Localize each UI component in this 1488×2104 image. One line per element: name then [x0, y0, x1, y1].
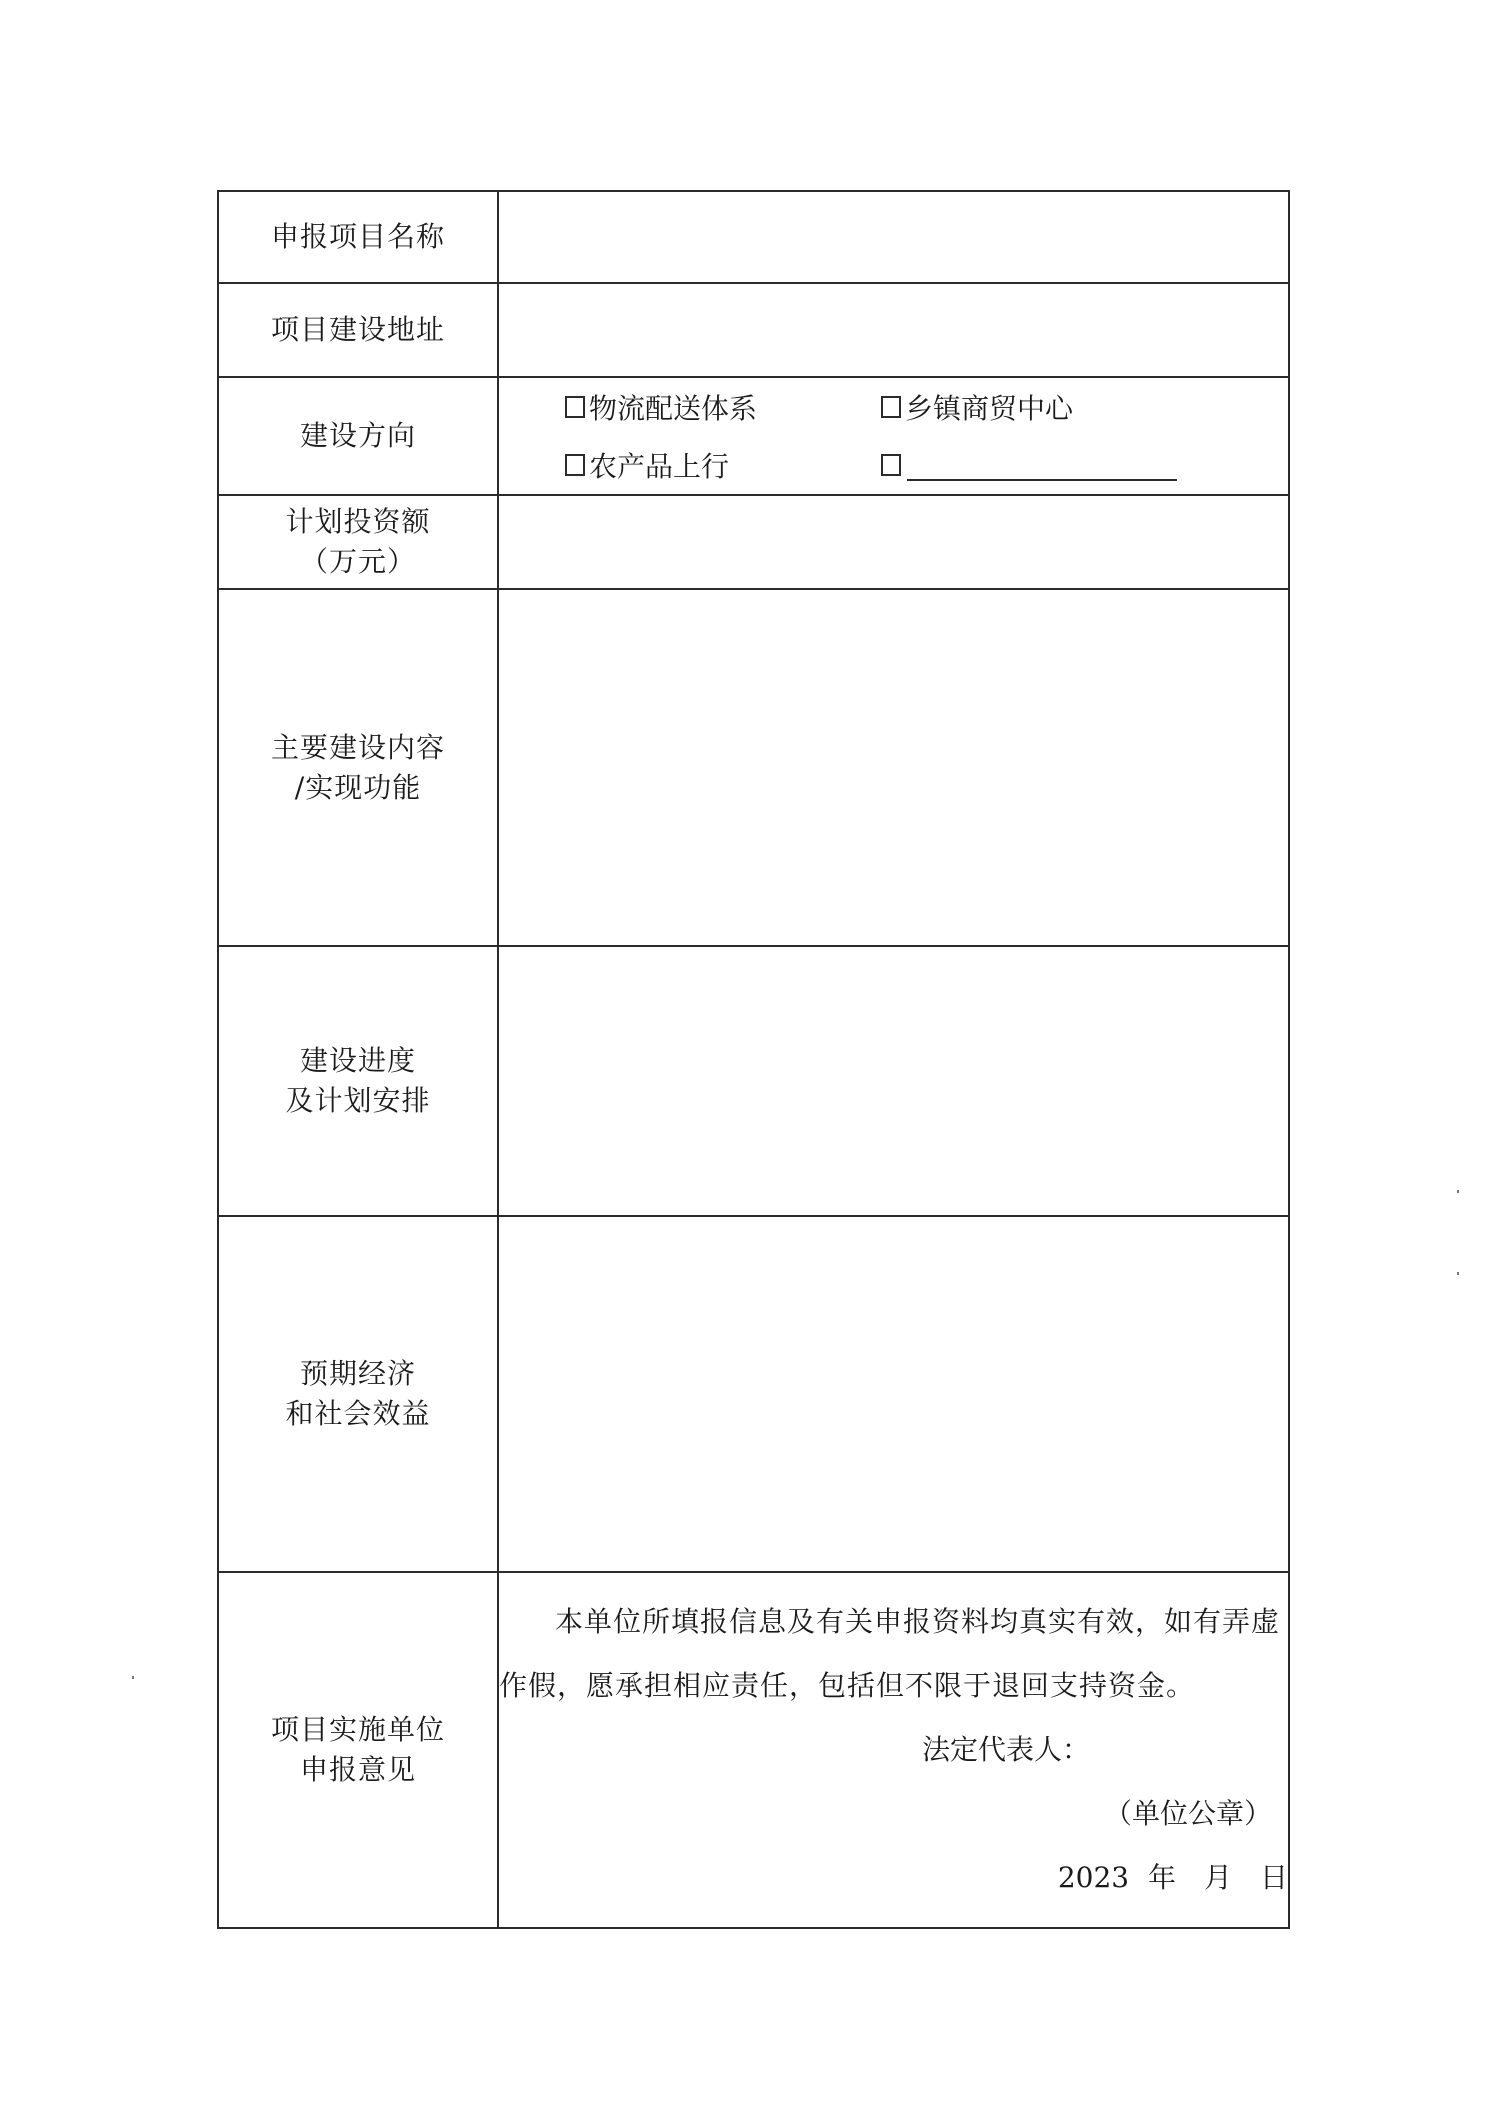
other-fill-in-line[interactable]	[907, 449, 1177, 481]
direction-options	[498, 377, 1289, 495]
benefits-label	[218, 1216, 498, 1572]
row-project-address	[218, 283, 1289, 377]
option-agri-products[interactable]	[565, 445, 881, 485]
benefits-field[interactable]	[498, 1216, 1289, 1572]
project-address-label: 项目建设地址	[218, 283, 498, 377]
legal-representative-label: 法定代表人：	[922, 1733, 1091, 1766]
option-logistics-label: 物流配送体系	[589, 392, 758, 425]
unit-seal-label: （单位公章）	[1103, 1797, 1272, 1830]
benefits-label-line1: 预期经济	[299, 1357, 416, 1390]
row-direction	[218, 377, 1289, 495]
scan-speck	[1457, 1190, 1459, 1193]
row-content	[218, 589, 1289, 946]
content-field[interactable]	[498, 589, 1289, 946]
project-name-field[interactable]	[498, 191, 1289, 283]
direction-label: 建设方向	[218, 377, 498, 495]
option-township-center[interactable]	[881, 387, 1201, 427]
opinion-label	[218, 1572, 498, 1928]
project-address-field[interactable]	[498, 283, 1289, 377]
signature-date: 2023 年 月 日	[1057, 1861, 1288, 1894]
declaration-text: 本单位所填报信息及有关申报资料均真实有效，如有弄虚作假，愿承担相应责任，包括但不限于退回支持资金。	[499, 1605, 1281, 1702]
scan-speck	[1457, 1272, 1459, 1275]
row-benefits	[218, 1216, 1289, 1572]
row-investment	[218, 495, 1289, 589]
progress-label-line1: 建设进度	[299, 1044, 416, 1077]
content-label-line2: /实现功能	[294, 770, 422, 804]
checkbox-logistics[interactable]	[565, 396, 585, 418]
scan-speck	[132, 1676, 134, 1679]
option-agri-products-label: 农产品上行	[589, 450, 730, 483]
checkbox-other[interactable]	[881, 454, 901, 476]
investment-label-line1: 计划投资额	[285, 505, 431, 538]
application-form-table	[217, 190, 1290, 1929]
checkbox-township-center[interactable]	[881, 396, 901, 418]
investment-field[interactable]	[498, 495, 1289, 589]
progress-field[interactable]	[498, 946, 1289, 1216]
opinion-label-line2: 申报意见	[299, 1753, 416, 1786]
investment-label	[218, 495, 498, 589]
option-other[interactable]	[881, 449, 1201, 481]
opinion-label-line1: 项目实施单位	[270, 1713, 445, 1746]
benefits-label-line2: 和社会效益	[285, 1397, 431, 1430]
content-label-line1: 主要建设内容	[270, 730, 445, 764]
row-progress	[218, 946, 1289, 1216]
option-township-center-label: 乡镇商贸中心	[905, 392, 1074, 425]
row-opinion	[218, 1572, 1289, 1928]
checkbox-agri-products[interactable]	[565, 454, 585, 476]
option-logistics[interactable]	[565, 387, 881, 427]
progress-label	[218, 946, 498, 1216]
investment-label-line2: （万元）	[299, 545, 416, 578]
project-name-label: 申报项目名称	[218, 191, 498, 283]
row-project-name	[218, 191, 1289, 283]
content-label	[218, 589, 498, 946]
opinion-declaration-cell	[498, 1572, 1289, 1928]
progress-label-line2: 及计划安排	[285, 1084, 431, 1117]
